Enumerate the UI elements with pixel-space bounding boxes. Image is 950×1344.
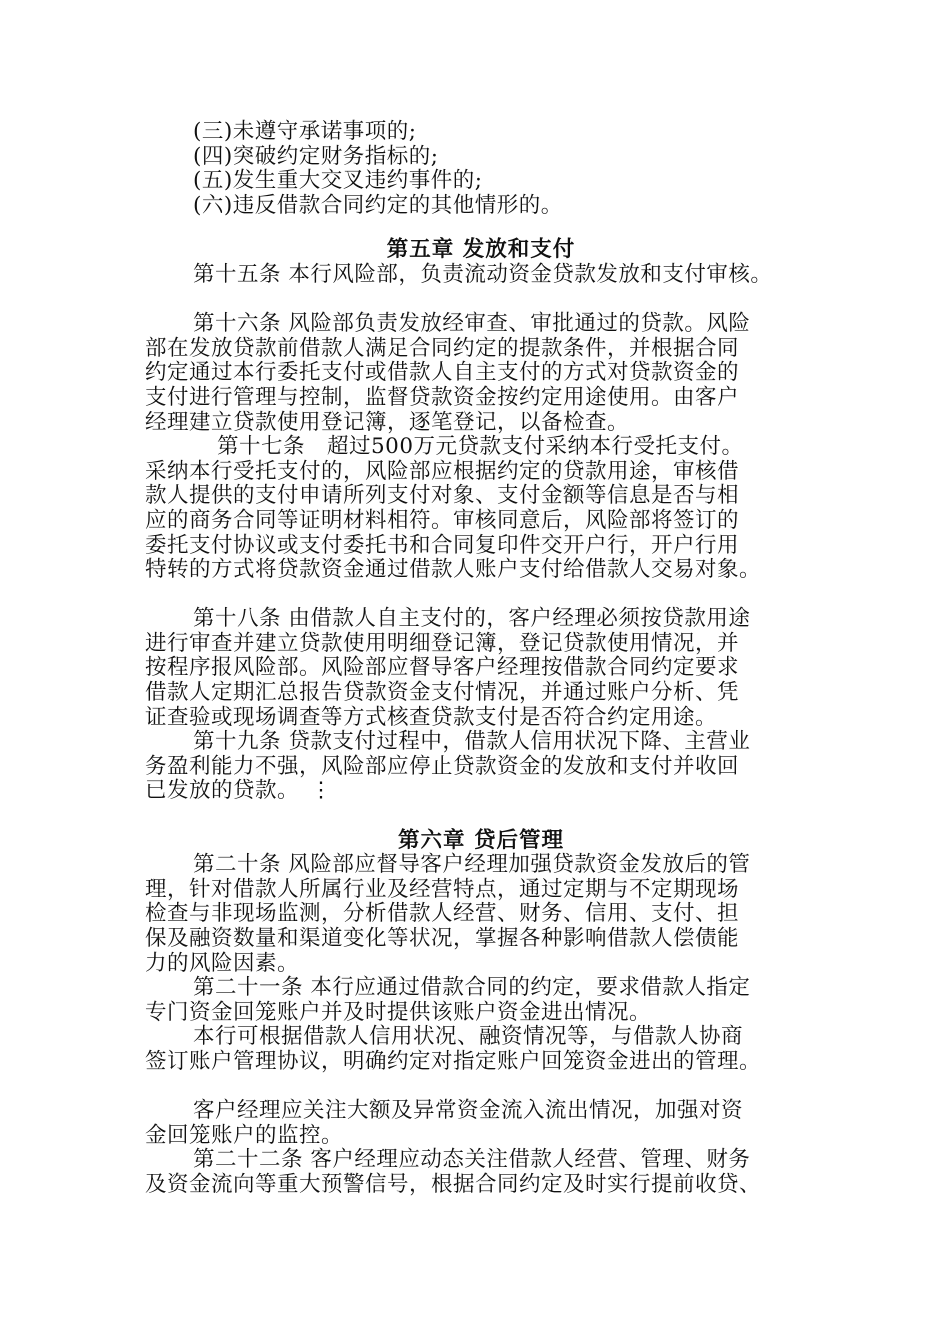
paragraph-fund-monitoring <box>145 1099 817 1148</box>
list-item: (四)突破约定财务指标的; <box>193 143 439 169</box>
paragraph-line: 理，针对借款人所属行业及经营特点，通过定期与不定期现场 <box>145 876 740 902</box>
paragraph-line: 采纳本行受托支付的，风险部应根据约定的贷款用途，审核借 <box>145 458 740 484</box>
paragraph-line: 部在发放贷款前借款人满足合同约定的提款条件，并根据合同 <box>145 335 740 361</box>
paragraph-line: 约定通过本行委托支付或借款人自主支付的方式对贷款资金的 <box>145 360 740 386</box>
paragraph-line: 第十七条 超过500万元贷款支付采纳本行受托支付。 <box>217 434 744 460</box>
paragraph-line: 本行可根据借款人信用状况、融资情况等，与借款人协商 <box>193 1024 744 1050</box>
paragraph-line: 客户经理应关注大额及异常资金流入流出情况，加强对资 <box>193 1098 744 1124</box>
paragraph-line: 第二十条 风险部应督导客户经理加强贷款资金发放后的管 <box>193 852 751 878</box>
paragraph-line: 第二十二条 客户经理应动态关注借款人经营、管理、财务 <box>193 1147 751 1173</box>
article-15 <box>145 263 817 288</box>
paragraph-line: 检查与非现场监测，分析借款人经营、财务、信用、支付、担 <box>145 901 740 927</box>
article-21 <box>145 976 817 1025</box>
paragraph-line: 第十六条 风险部负责发放经审查、审批通过的贷款。风险 <box>193 311 751 337</box>
paragraph-line: 证查验或现场调查等方式核查贷款支付是否符合约定用途。 <box>145 704 718 730</box>
list-item: (五)发生重大交叉违约事件的; <box>193 168 483 194</box>
paragraph-line: 专门资金回笼账户并及时提供该账户资金进出情况。 <box>145 999 652 1025</box>
chapter-heading: 第六章 贷后管理 <box>398 827 564 853</box>
document-body <box>145 120 817 1198</box>
paragraph-line: 金回笼账户的监控。 <box>145 1122 344 1148</box>
chapter-heading: 第五章 发放和支付 <box>386 237 576 263</box>
paragraph-line: 应的商务合同等证明材料相符。审核同意后，风险部将签订的 <box>145 507 740 533</box>
paragraph-line: 第十八条 由借款人自主支付的，客户经理必须按贷款用途 <box>193 606 751 632</box>
paragraph-line: 第二十一条 本行应通过借款合同的约定，要求借款人指定 <box>193 975 751 1001</box>
paragraph-line: 经理建立贷款使用登记簿，逐笔登记，以备检查。 <box>145 409 630 435</box>
paragraph-line: 务盈利能力不强，风险部应停止贷款资金的发放和支付并收回 <box>145 753 740 779</box>
paragraph-line: 保及融资数量和渠道变化等状况，掌握各种影响借款人偿债能 <box>145 926 740 951</box>
article-16 <box>145 312 817 435</box>
paragraph-line: 第十五条 本行风险部，负责流动资金贷款发放和支付审核。 <box>193 261 773 287</box>
paragraph-line: 进行审查并建立贷款使用明细登记簿，登记贷款使用情况，并 <box>145 630 740 656</box>
article-17 <box>145 435 817 583</box>
paragraph-line: 支付进行管理与控制，监督贷款资金按约定用途使用。由客户 <box>145 384 740 410</box>
paragraph-line: 及资金流向等重大预警信号，根据合同约定及时实行提前收贷、 <box>145 1171 762 1197</box>
list-items <box>145 120 817 218</box>
article-20 <box>145 853 817 976</box>
list-item: (三)未遵守承诺事项的; <box>193 119 417 144</box>
paragraph-line: 力的风险因素。 <box>145 950 300 976</box>
paragraph-line: 第十九条 贷款支付过程中，借款人信用状况下降、主营业 <box>193 729 751 755</box>
article-22 <box>145 1148 817 1197</box>
paragraph-line: 委托支付协议或支付委托书和合同复印件交开户行，开户行用 <box>145 532 740 558</box>
paragraph-line: 签订账户管理协议，明确约定对指定账户回笼资金进出的管理。 <box>145 1048 762 1074</box>
paragraph-line: 借款人定期汇总报告贷款资金支付情况，并通过账户分析、凭 <box>145 680 740 706</box>
paragraph-account-agreement <box>145 1025 817 1074</box>
list-item: (六)违反借款合同约定的其他情形的。 <box>193 192 563 218</box>
article-18 <box>145 607 817 730</box>
paragraph-line: 按程序报风险部。风险部应督导客户经理按借款合同约定要求 <box>145 655 740 681</box>
paragraph-line: 特转的方式将贷款资金通过借款人账户支付给借款人交易对象。 <box>145 557 762 583</box>
article-19 <box>145 730 817 804</box>
paragraph-line: 款人提供的支付申请所列支付对象、支付金额等信息是否与相 <box>145 483 740 509</box>
paragraph-line: 已发放的贷款。 ⋮ <box>145 778 333 804</box>
